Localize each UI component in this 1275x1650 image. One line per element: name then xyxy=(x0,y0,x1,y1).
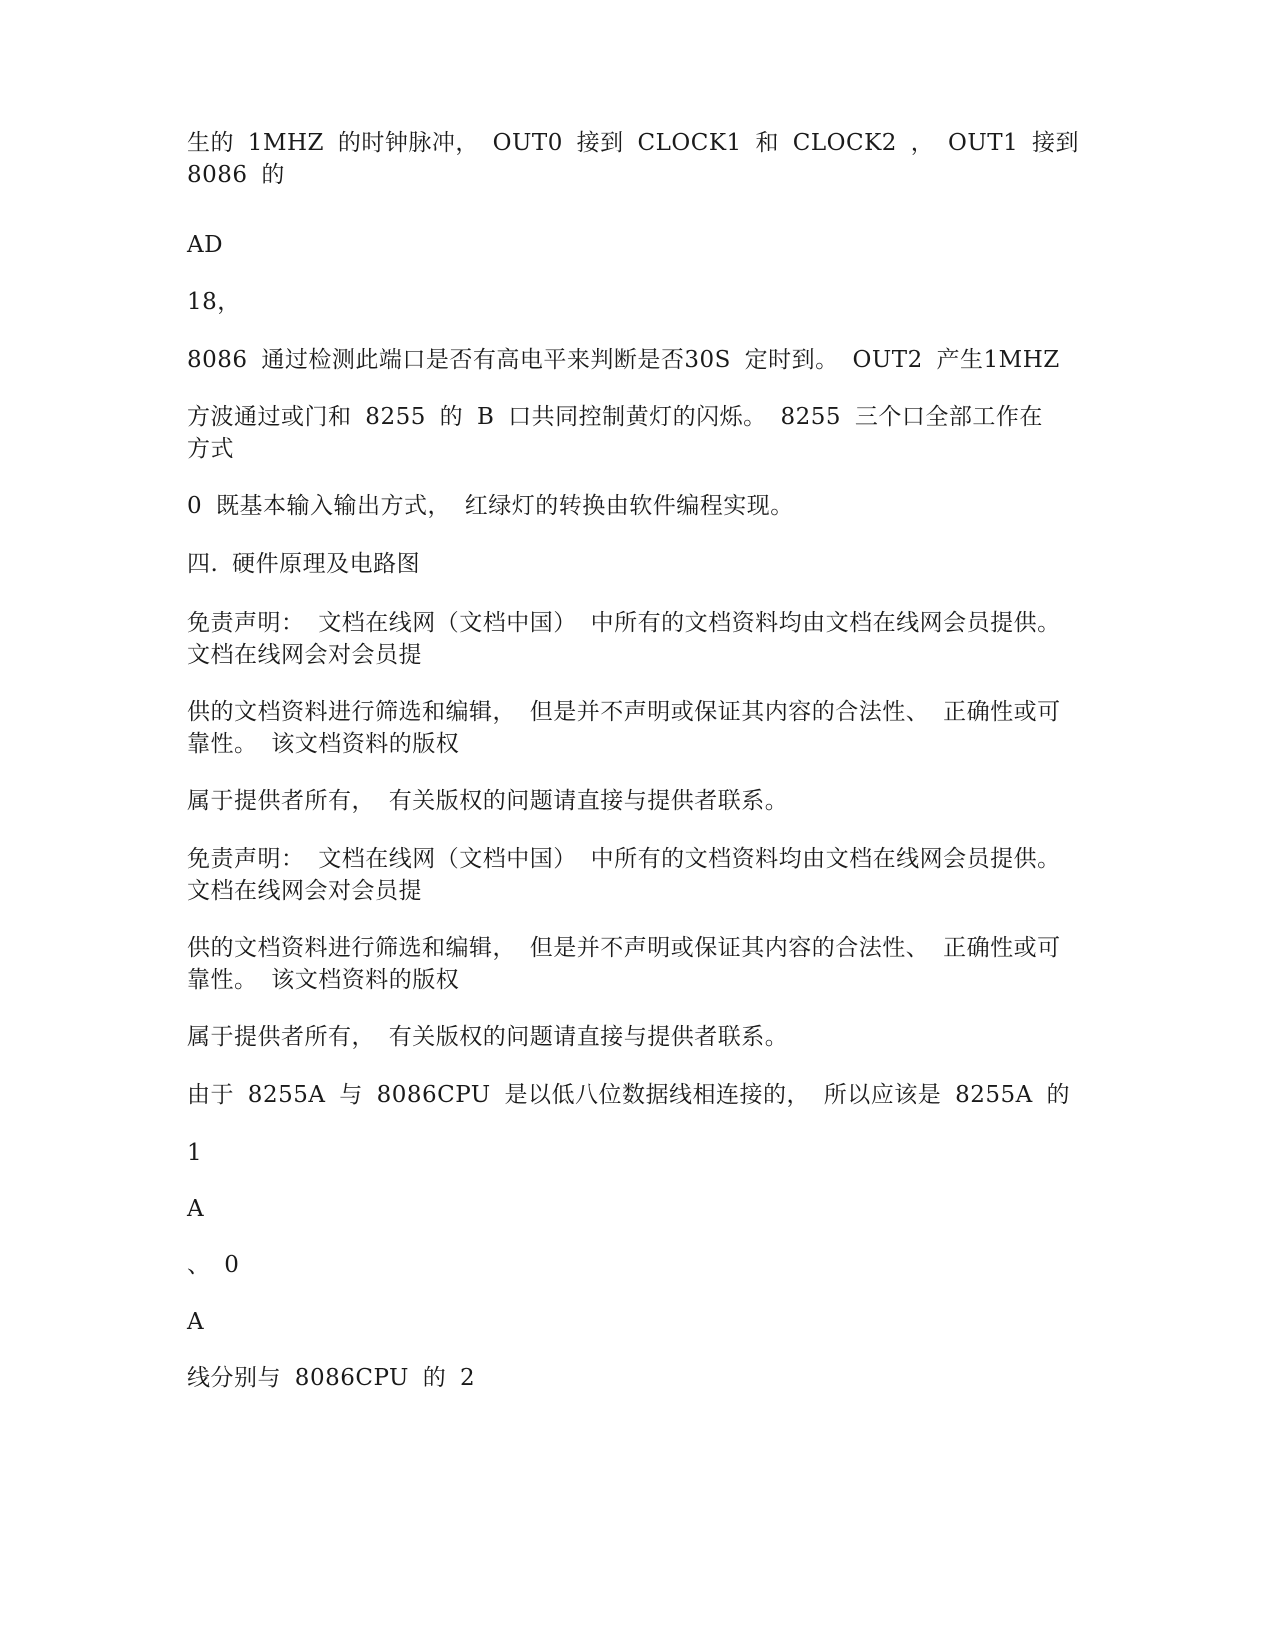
paragraph-8086-detect: 8086 通过检测此端口是否有高电平来判断是否30S 定时到。 OUT2 产生1MHZ xyxy=(187,347,1060,373)
paragraph-mode-0: 0 既基本输入输出方式， 红绿灯的转换由软件编程实现。 xyxy=(187,493,794,519)
paragraph-line-connect: 线分别与 8086CPU 的 2 xyxy=(187,1365,476,1391)
paragraph-1: 1 xyxy=(187,1140,203,1166)
disclaimer-line-1: 免责声明： 文档在线网（文档中国） 中所有的文档资料均由文档在线网会员提供。文档在线网会对会员提 xyxy=(187,610,1061,668)
disclaimer-line-2: 供的文档资料进行筛选和编辑， 但是并不声明或保证其内容的合法性、 正确性或可靠性。 该文档资料的版权 xyxy=(187,699,1061,757)
paragraph-18: 18， xyxy=(187,289,241,315)
paragraph-square-wave: 方波通过或门和 8255 的 B 口共同控制黄灯的闪烁。 8255 三个口全部工作在方式 xyxy=(187,404,1043,462)
section-heading-hardware: 四. 硬件原理及电路图 xyxy=(187,551,421,577)
paragraph-0: 、 0 xyxy=(187,1252,240,1278)
paragraph-a1: A xyxy=(187,1196,205,1222)
disclaimer-repeat-line-2: 供的文档资料进行筛选和编辑， 但是并不声明或保证其内容的合法性、 正确性或可靠性。 该文档资料的版权 xyxy=(187,935,1061,993)
paragraph-clock-connections: 生的 1MHZ 的时钟脉冲， OUT0 接到 CLOCK1 和 CLOCK2 ， OUT1 接到 8086 的 xyxy=(187,130,1080,188)
paragraph-a0: A xyxy=(187,1309,205,1335)
disclaimer-repeat-line-3: 属于提供者所有， 有关版权的问题请直接与提供者联系。 xyxy=(187,1024,789,1050)
paragraph-8255a-connection: 由于 8255A 与 8086CPU 是以低八位数据线相连接的， 所以应该是 8255A 的 xyxy=(187,1082,1071,1108)
paragraph-ad: AD xyxy=(187,232,224,258)
disclaimer-repeat-line-1: 免责声明： 文档在线网（文档中国） 中所有的文档资料均由文档在线网会员提供。文档在线网会对会员提 xyxy=(187,846,1061,904)
disclaimer-line-3: 属于提供者所有， 有关版权的问题请直接与提供者联系。 xyxy=(187,788,789,814)
